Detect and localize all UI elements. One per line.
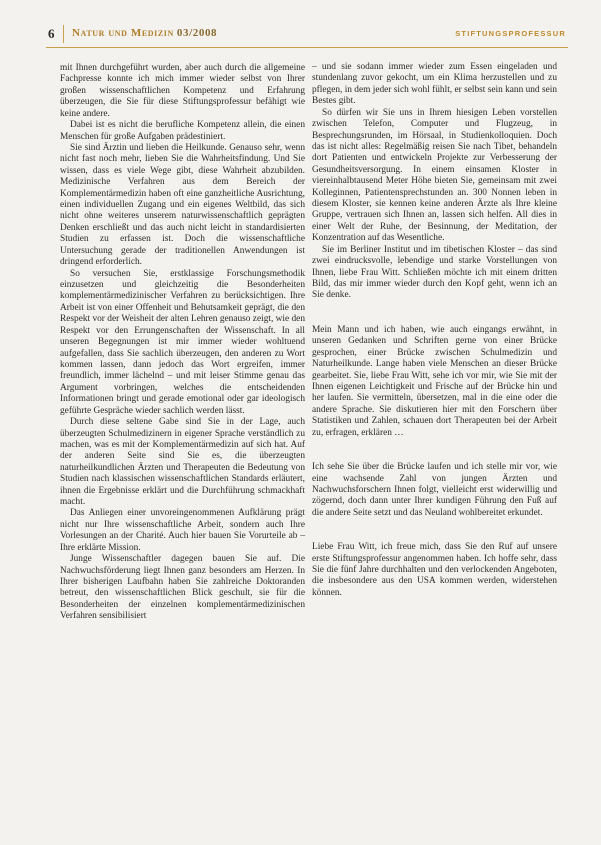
page-number: 6 — [48, 26, 55, 41]
paragraph: Liebe Frau Witt, ich freue mich, dass Sie den Ruf auf unsere erste Stiftungsprofessur angenommen haben. Ich hoffe sehr, dass Sie die fünf Jahre durchhalten und den verlockenden Angeboten, die insbesondere aus den USA kommen werden, widerstehen können. — [312, 542, 557, 598]
paragraph: So dürfen wir Sie uns in Ihrem hiesigen Leben vorstellen zwischen Telefon, Computer und Flugzeug, in Besprechungsrunden, im Hörsaal, in Studienkolloquien. Doch das ist nicht alles: Regelmäßig reisen Sie nach Tibet, behandeln dort Patienten und entwickeln Projekte zur Verbesserung der Gesundheitsversorgung. In einem einsamen Kloster in viereinhalbtausend Meter Höhe bieten Sie, gemeinsam mit zwei Kolleginnen, Patientensprechstunden an. 300 Nonnen leben in diesem Kloster, sie kennen keine anderen Ärzte als Ihre kleine Gruppe, vertrauen sich Ihnen an, lassen sich helfen. All dies in einer Welt der Ruhe, der Besinnung, der Meditation, der Konzentration auf das Wesentliche. — [312, 107, 557, 244]
journal-issue: 03/2008 — [176, 27, 218, 39]
paragraph: Durch diese seltene Gabe sind Sie in der Lage, auch überzeugten Schulmedizinern in eigener Sprache verständlich zu machen, was es mit der Komplementärmedizin auf sich hat. Auf der anderen Seite sind Sie es, die überzeugten naturheilkundlichen Ärzten und Therapeuten die Bedeutung von Studien nach klassischen wissenschaftlichen Standards erläutert, ihnen die Ergebnisse erklärt und die Durchführung schmackhaft macht. — [60, 417, 305, 508]
paragraph: Mein Mann und ich haben, wie auch eingangs erwähnt, in unseren Gedanken und Schriften gerne von einer Brücke gesprochen, einer Brücke zwischen Schulmedizin und Naturheilkunde. Lange haben viele Menschen an dieser Brücke gearbeitet. Sie, liebe Frau Witt, sehe ich vor mir, wie Sie mit der Ihnen eigenen Leichtigkeit und Frische auf der Brücke hin und her laufen. Sie vermitteln, übersetzen, mal in die eine oder die andere Sprache. Sie diskutieren hier mit den Forschern über Statistiken und Zahlen, schauen dort Therapeuten bei der Arbeit zu, erfragen, erklären … — [312, 324, 557, 438]
left-column — [60, 63, 305, 623]
journal-name: Natur und Medizin — [72, 27, 174, 39]
section-title: STIFTUNGSPROFESSUR — [455, 29, 566, 38]
paragraph: – und sie sodann immer wieder zum Essen eingeladen und stundenlang zuvor gekocht, um ein Klima herzustellen und zu pflegen, in dem jeder sich wohl fühlt, er selbst sein kann und sein Bestes gibt. — [312, 62, 557, 107]
paragraph: Sie im Berliner Institut und im tibetischen Kloster – das sind zwei eindrucksvolle, lebendige und starke Vorstellungen von Ihnen, liebe Frau Witt. Schließen möchte ich mit einem dritten Bild, das mir immer wieder durch den Kopf geht, wenn ich an Sie denke. — [312, 244, 557, 301]
paragraph: mit Ihnen durchgeführt wurden, aber auch durch die allgemeine Fachpresse konnte ich mich immer wieder selbst von Ihrer großen wissenschaftlichen Kompetenz und Erfahrung überzeugen, die Sie für diese Stiftungsprofessur befähigt wie keine andere. — [60, 63, 305, 119]
paragraph: Das Anliegen einer unvoreingenommenen Aufklärung prägt nicht nur Ihre wissenschaftliche Arbeit, sondern auch Ihre Vorlesungen an der Charité. Auch hier bauen Sie Vorurteile ab – Ihre erklärte Mission. — [60, 508, 305, 553]
journal-title — [72, 27, 217, 39]
page-header — [46, 23, 568, 48]
paragraph: So versuchen Sie, erstklassige Forschungsmethodik einzusetzen und gleichzeitig die Besonderheiten komplementärmedizinischer Verfahren zu berücksichtigen. Ihre Arbeit ist von einer Offenheit und Behutsamkeit geprägt, die den Respekt vor der Weisheit der alten Lehren genauso zeigt, wie den Respekt vor den Errungenschaften der Wissenschaft. In all unseren Begegnungen ist mir immer wieder wohltuend aufgefallen, dass Sie sachlich überzeugen, den anderen zu Wort kommen lassen, dann jedoch das Wort ergreifen, immer freundlich, immer lächelnd – und mit leiser Stimme genau das Argument vorbringen, welches die entscheidenden Informationen bringt und gerade emotional oder gar ideologisch geführte Gespräche wieder sachlich werden lässt. — [60, 268, 305, 416]
header-divider — [63, 25, 64, 43]
paragraph: Sie sind Ärztin und lieben die Heilkunde. Genauso sehr, wenn nicht fast noch mehr, lieben Sie die Wahrheitsfindung. Und Sie wissen, dass es viele Wege gibt, diese Wahrheit abzubilden. Medizinische Verfahren aus dem Bereich der Komplementärmedizin haben oft eine ganzheitliche Ausrichtung, einen individuellen Zugang und ein eigenes Weltbild, das sich nicht ohne weiteres unserem naturwissenschaftlich geprägten Denken erschließt und das auch nicht leicht in standardisierten Studien zu erfassen ist. Doch die wissenschaftliche Untersuchung gerade der traditionellen Anwendungen ist dringend erforderlich. — [60, 142, 305, 268]
paragraph: Dabei ist es nicht die berufliche Kompetenz allein, die einen Menschen für große Aufgaben prädestiniert. — [60, 120, 305, 142]
paragraph: Ich sehe Sie über die Brücke laufen und ich stelle mir vor, wie eine wachsende Zahl von jungen Ärzten und Nachwuchsforschern Ihnen folgt, vielleicht erst widerwillig und zögernd, doch dann unter Ihrer kundigen Führung den Fuß auf die andere Seite setzt und das Neuland wohlbereitet erkundet. — [312, 462, 557, 518]
right-column — [312, 62, 557, 599]
paragraph: Junge Wissenschaftler dagegen bauen Sie auf. Die Nachwuchsförderung liegt Ihnen ganz besonders am Herzen. In Ihrer bisherigen Laufbahn haben Sie zahlreiche Doktoranden betreut, den wissenschaftlichen Blick geschult, sie für die Besonderheiten der einzelnen komplementärmedizinischen Verfahren sensibilisiert — [60, 554, 305, 622]
